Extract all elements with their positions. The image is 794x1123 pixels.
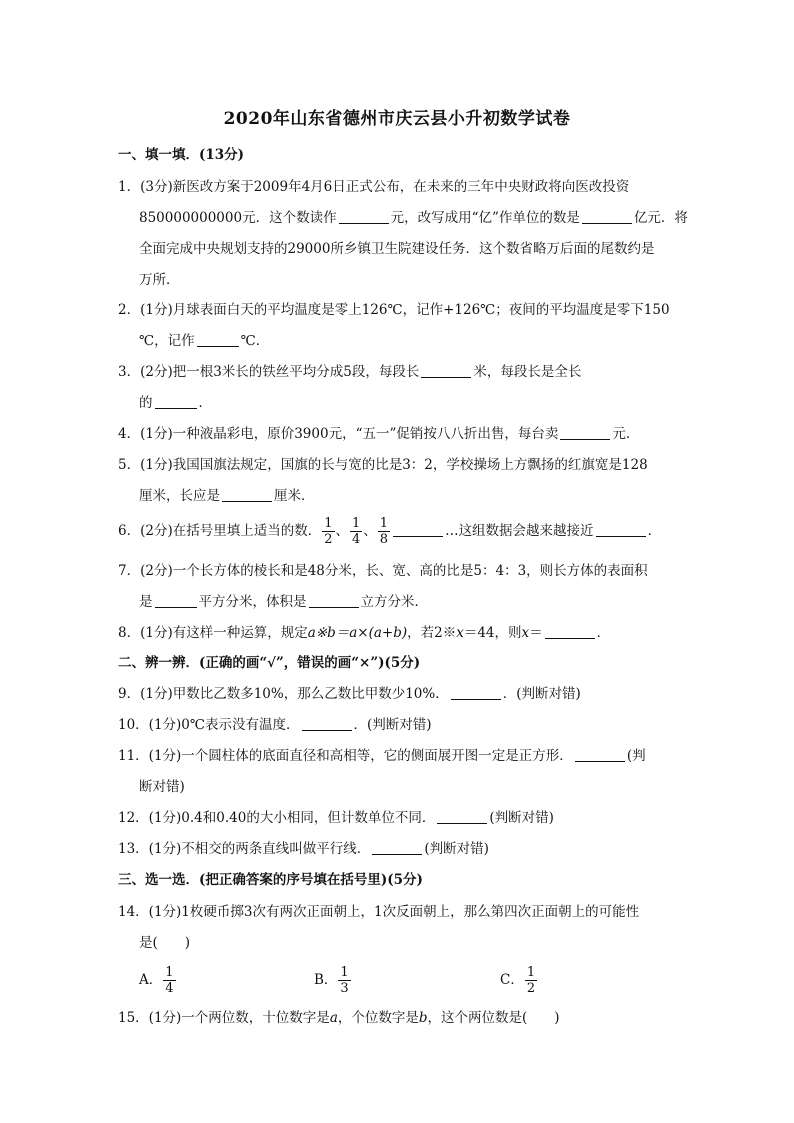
- q8-line1: 8．(1分)有这样一种运算，规定a※b＝a×(a+b)，若2※x＝44，则x＝ ．: [118, 625, 611, 641]
- answer-blank[interactable]: [197, 332, 239, 347]
- q14-line2: 是( ): [139, 935, 191, 951]
- answer-blank[interactable]: [575, 747, 625, 762]
- fraction: $\frac{1}{3}$: [340, 965, 349, 996]
- answer-blank[interactable]: [421, 363, 471, 378]
- answer-blank[interactable]: [155, 394, 197, 409]
- section-heading-judge: 二、辨一辨．(正确的画“√”，错误的画“×”)(5分): [118, 655, 421, 671]
- q9-line1: 9．(1分)甲数比乙数多10%，那么乙数比甲数少10%． ．(判断对错): [118, 686, 581, 702]
- answer-blank[interactable]: [372, 840, 422, 855]
- q3-line2: 的 ．: [139, 395, 212, 411]
- fraction: $\frac{1}{2}$: [324, 516, 333, 547]
- q3-line1: 3．(2分)把一根3米长的铁丝平均分成5段，每段长 米，每段长是全长: [118, 364, 582, 380]
- answer-blank[interactable]: [545, 624, 595, 639]
- q14-line1: 14．(1分)1枚硬币掷3次有两次正面朝上，1次反面朝上，那么第四次正面朝上的可能性: [118, 904, 640, 920]
- answer-blank[interactable]: [393, 522, 443, 537]
- answer-blank[interactable]: [309, 593, 359, 608]
- q14-option-c[interactable]: C． $\frac{1}{2}$: [500, 965, 536, 996]
- q6-line1: 6．(2分)在括号里填上适当的数． $\frac{1}{2}$ 、 $\frac{1}{4}$ 、 $\frac{1}{8}$ …这组数据会越来越接近 ．: [118, 516, 662, 547]
- q4-line1: 4．(1分)一种液晶彩电，原价3900元，“五一”促销按八八折出售，每台卖 元．: [118, 426, 640, 442]
- exam-title: 2020年山东省德州市庆云县小升初数学试卷: [223, 109, 571, 129]
- q1-line2: 850000000000元．这个数读作 元，改写成用“亿”作单位的数是 亿元．将: [139, 210, 688, 226]
- q1-line1: 1．(3分)新医改方案于2009年4月6日正式公布，在未来的三年中央财政将向医改投资: [118, 179, 630, 195]
- fraction: $\frac{1}{4}$: [165, 965, 174, 996]
- fraction: $\frac{1}{8}$: [379, 516, 389, 547]
- section-heading-fill: 一、填一填．(13分): [118, 147, 245, 163]
- q14-option-b[interactable]: B． $\frac{1}{3}$: [314, 965, 349, 996]
- answer-blank[interactable]: [596, 522, 646, 537]
- answer-blank[interactable]: [582, 209, 632, 224]
- q7-line2: 是 平方分米，体积是 立方分米．: [139, 594, 428, 610]
- q13-line1: 13．(1分)不相交的两条直线叫做平行线． (判断对错): [118, 841, 489, 857]
- q1-line4: 万所．: [139, 272, 180, 288]
- answer-blank[interactable]: [155, 593, 197, 608]
- q2-line2: ℃，记作 ℃．: [139, 333, 270, 349]
- q11-line2: 断对错): [139, 779, 185, 795]
- section-heading-choose: 三、选一选．(把正确答案的序号填在括号里)(5分): [118, 872, 423, 888]
- answer-blank[interactable]: [451, 685, 501, 700]
- q10-line1: 10．(1分)0℃表示没有温度． ．(判断对错): [118, 717, 432, 733]
- q5-line2: 厘米，长应是 厘米．: [139, 488, 315, 504]
- answer-blank[interactable]: [339, 209, 389, 224]
- answer-blank[interactable]: [437, 809, 487, 824]
- q15-line1: 15．(1分)一个两位数，十位数字是a，个位数字是b，这个两位数是( ): [118, 1010, 560, 1026]
- q5-line1: 5．(1分)我国国旗法规定，国旗的长与宽的比是3：2，学校操场上方飘扬的红旗宽是128: [118, 457, 648, 473]
- answer-blank[interactable]: [302, 716, 352, 731]
- answer-blank[interactable]: [222, 487, 272, 502]
- fraction: $\frac{1}{2}$: [526, 965, 536, 996]
- q1-line3: 全面完成中央规划支持的29000所乡镇卫生院建设任务．这个数省略万后面的尾数约是: [139, 241, 655, 257]
- q7-line1: 7．(2分)一个长方体的棱长和是48分米，长、宽、高的比是5：4：3，则长方体的表面积: [118, 563, 648, 579]
- answer-blank[interactable]: [560, 425, 610, 440]
- q11-line1: 11．(1分)一个圆柱体的底面直径和高相等，它的侧面展开图一定是正方形． (判: [118, 748, 646, 764]
- fraction: $\frac{1}{4}$: [352, 516, 361, 547]
- q2-line1: 2．(1分)月球表面白天的平均温度是零上126℃，记作+126℃；夜间的平均温度是零下150: [118, 302, 670, 318]
- q12-line1: 12．(1分)0.4和0.40的大小相同，但计数单位不同． (判断对错): [118, 810, 554, 826]
- q14-option-a[interactable]: A． $\frac{1}{4}$: [139, 965, 174, 996]
